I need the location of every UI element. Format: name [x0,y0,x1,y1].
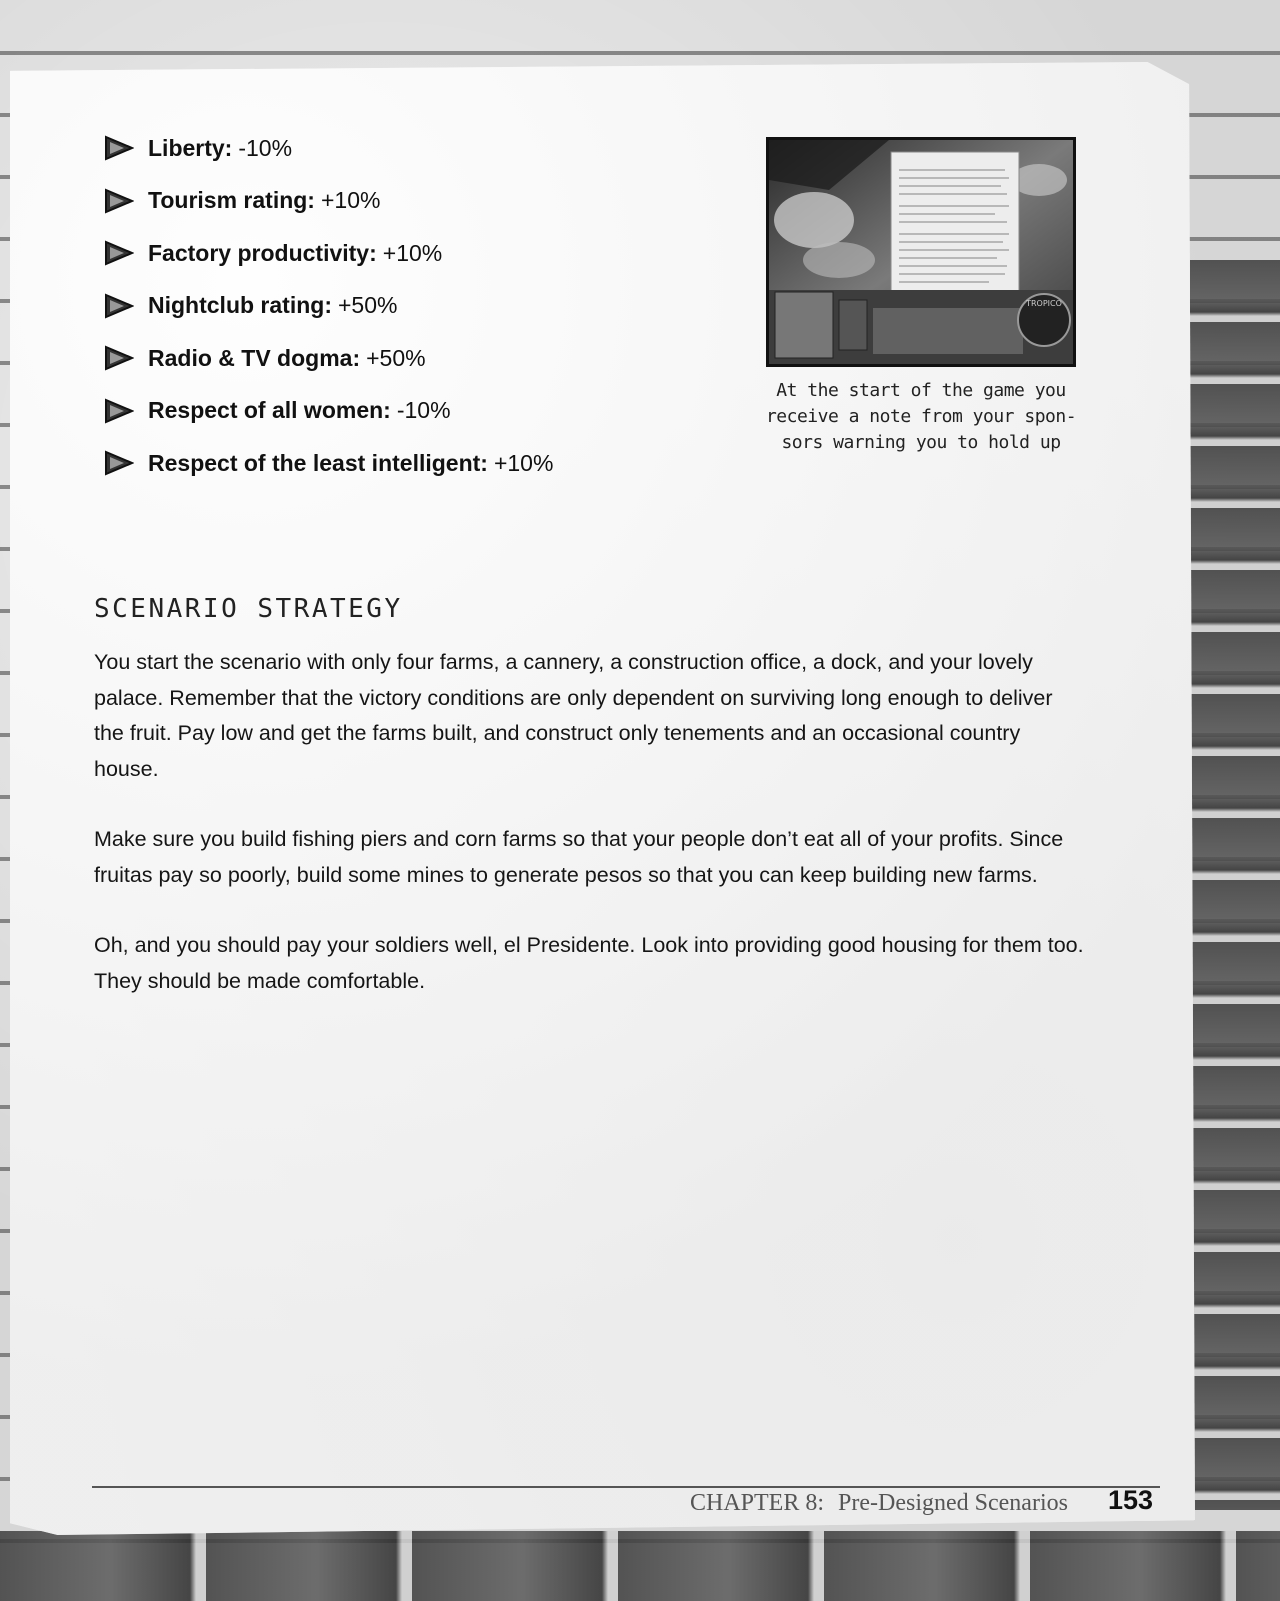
arrow-bullet-icon [104,345,134,371]
list-item [104,227,744,280]
footer-chapter-label: CHAPTER 8: [690,1490,825,1516]
game-screenshot-image [769,140,1073,364]
section-heading: SCENARIO STRATEGY [94,594,403,624]
footer-chapter-title: Pre-Designed Scenarios [838,1490,1068,1516]
list-item [104,122,744,175]
caption-line: receive a note from your spon- [765,406,1077,427]
arrow-bullet-icon [104,188,134,214]
arrow-bullet-icon [104,450,134,476]
modifier-label: Radio & TV dogma: [148,344,361,371]
modifier-label: Nightclub rating: [148,292,332,319]
modifier-value: -10% [238,134,293,161]
paragraph: You start the scenario with only four farms, a cannery, a construction office, a dock, and your lovely palace. Remember that the victory conditions are only dependent on surviving long enough to deliver the fruit. Pay low and get the farms built, and construct only tenements and an occasional country house. [94,650,1053,781]
list-item [104,332,744,385]
modifier-value: +10% [493,449,554,476]
caption-line: sors warning you to hold up [781,432,1061,453]
arrow-bullet-icon [104,135,134,161]
caption-line: At the start of the game you [776,380,1066,401]
modifier-value: -10% [396,397,451,424]
modifier-label: Liberty: [148,134,233,161]
brick-wall-right-edge [1190,260,1280,1510]
modifier-value: +10% [382,239,443,266]
list-item [104,280,744,333]
modifier-label: Respect of the least intelligent: [148,449,488,476]
modifier-label: Respect of all women: [148,397,391,424]
paragraph: Make sure you build fishing piers and corn farms so that your people don’t eat all of your profits. Since fruitas pay so poorly, build some mines to generate pesos so that you can keep building new farms. [94,827,1064,887]
game-logo-text: TROPICO [1026,299,1062,308]
modifier-list [104,122,744,490]
paragraph: Oh, and you should pay your soldiers well, el Presidente. Look into providing good housing for them too. They should be made comfortable. [94,933,1084,993]
footer-divider [92,1486,1160,1488]
section-body [94,645,1084,1034]
modifier-value: +10% [320,187,381,214]
modifier-label: Factory productivity: [148,239,377,266]
modifier-value: +50% [337,292,398,319]
page-number: 153 [1108,1485,1154,1515]
arrow-bullet-icon [104,398,134,424]
arrow-bullet-icon [104,293,134,319]
brick-wall-bottom-edge [0,1531,1280,1601]
list-item [104,437,744,490]
list-item [104,385,744,438]
modifier-value: +50% [366,344,426,371]
figure-caption [760,378,1082,456]
footer-running-head [690,1490,1068,1517]
list-item [104,175,744,228]
arrow-bullet-icon [104,240,134,266]
game-screenshot-figure [766,137,1076,367]
modifier-label: Tourism rating: [148,187,315,214]
